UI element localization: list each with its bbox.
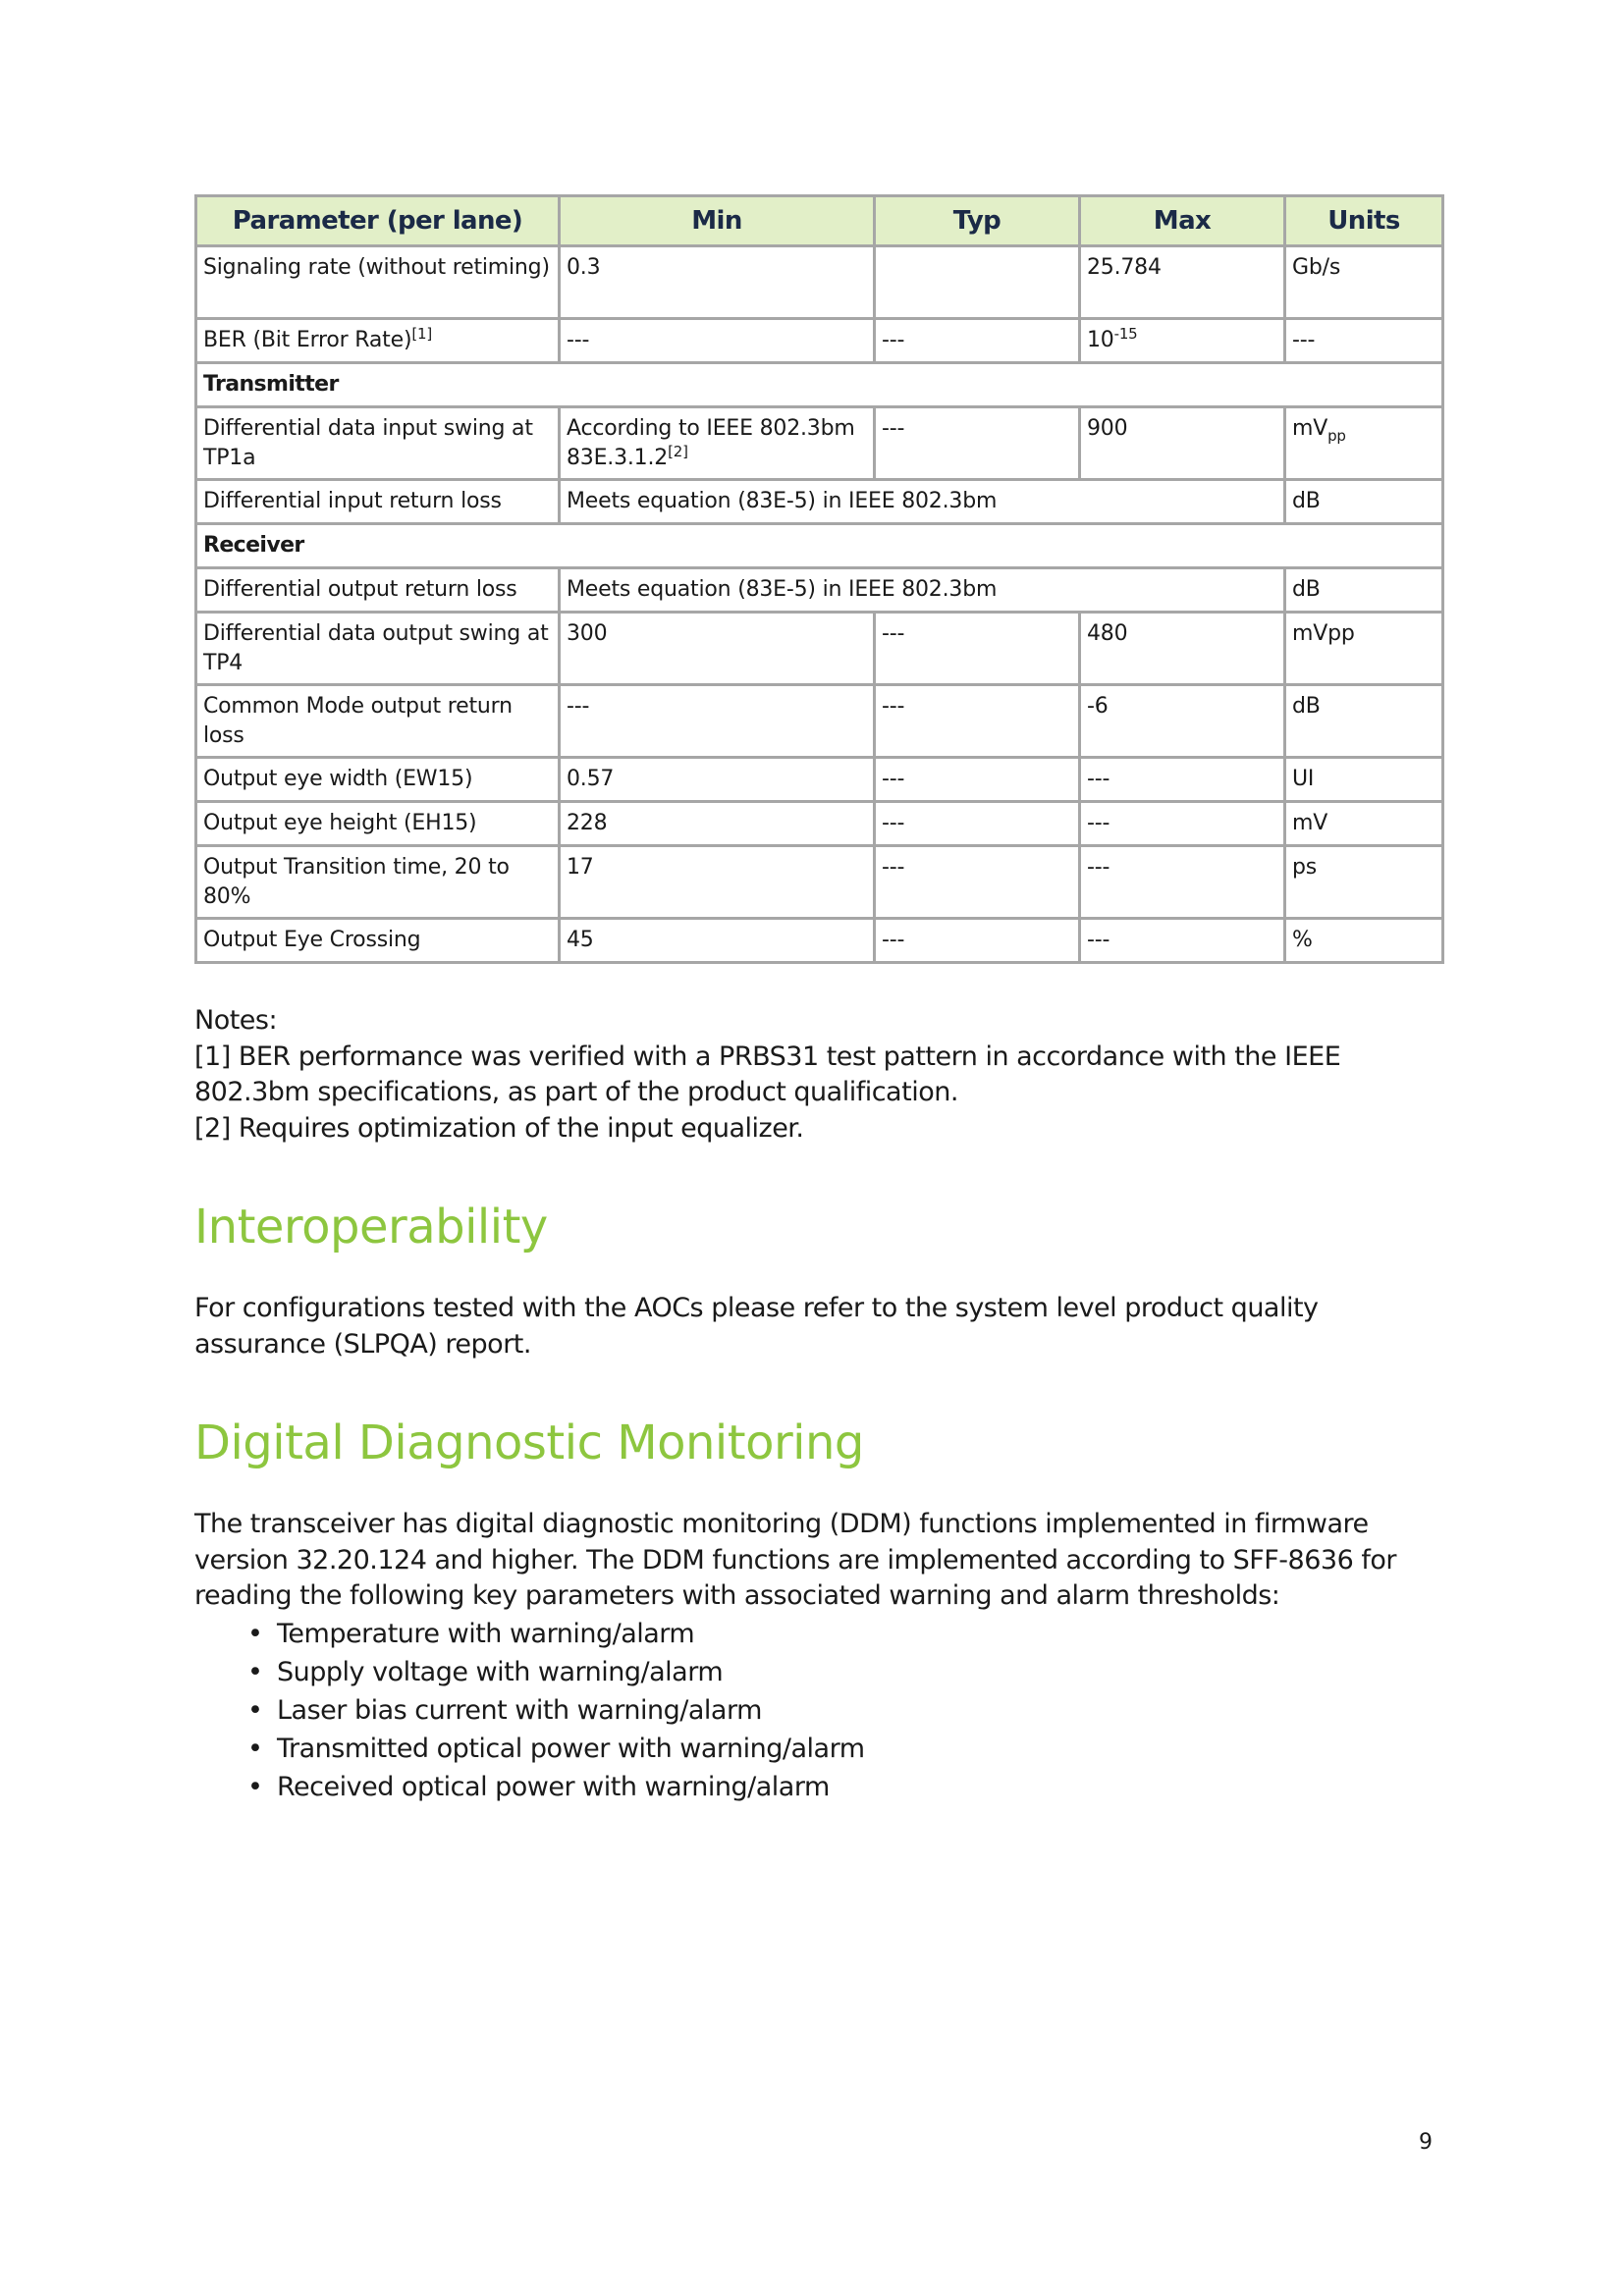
- max-base: 10: [1087, 328, 1114, 352]
- section-row-transmitter: [196, 363, 1443, 407]
- cell-typ: ---: [875, 613, 1080, 685]
- cell-typ: [875, 246, 1080, 319]
- cell-min: ---: [560, 319, 875, 363]
- ddm-heading: Digital Diagnostic Monitoring: [194, 1415, 864, 1470]
- header-parameter: Parameter (per lane): [196, 196, 560, 246]
- list-item-text: Laser bias current with warning/alarm: [277, 1695, 762, 1726]
- units-base: mV: [1292, 416, 1328, 441]
- cell-typ: ---: [875, 802, 1080, 846]
- interoperability-text: For configurations tested with the AOCs please refer to the system level product quality assurance (SLPQA) report.: [194, 1293, 1319, 1360]
- cell-param: Differential data output swing at TP4: [196, 613, 560, 685]
- table-row: [196, 919, 1443, 963]
- ddm-parameter-list: [194, 1615, 865, 1806]
- cell-max: ---: [1080, 802, 1285, 846]
- list-item: [247, 1768, 865, 1806]
- list-item: [247, 1691, 865, 1730]
- cell-min: 0.57: [560, 758, 875, 802]
- cell-typ: ---: [875, 407, 1080, 480]
- cell-units: mV: [1285, 802, 1443, 846]
- header-min: Min: [560, 196, 875, 246]
- cell-min: 45: [560, 919, 875, 963]
- cell-param: Output Eye Crossing: [196, 919, 560, 963]
- section-row-receiver: [196, 524, 1443, 568]
- cell-units: %: [1285, 919, 1443, 963]
- cell-spanned-value: Meets equation (83E-5) in IEEE 802.3bm: [560, 568, 1285, 613]
- bullet-icon: •: [247, 1772, 263, 1802]
- cell-units: ps: [1285, 846, 1443, 919]
- cell-min: 17: [560, 846, 875, 919]
- min-text: According to IEEE 802.3bm 83E.3.1.2: [567, 416, 855, 470]
- table-header-row: [196, 196, 1443, 246]
- cell-max: ---: [1080, 846, 1285, 919]
- units-subscript: pp: [1327, 427, 1346, 445]
- cell-units: mVpp: [1285, 613, 1443, 685]
- footnote-ref-2: [2]: [668, 443, 688, 460]
- bullet-icon: •: [247, 1695, 263, 1726]
- cell-units: ---: [1285, 319, 1443, 363]
- cell-units: dB: [1285, 568, 1443, 613]
- list-item: [247, 1730, 865, 1768]
- cell-param: Differential data input swing at TP1a: [196, 407, 560, 480]
- list-item: [247, 1653, 865, 1691]
- cell-units: [1285, 407, 1443, 480]
- notes-title: Notes:: [194, 1005, 278, 1036]
- list-item: [247, 1615, 865, 1653]
- cell-units: dB: [1285, 685, 1443, 758]
- cell-typ: ---: [875, 758, 1080, 802]
- bullet-icon: •: [247, 1657, 263, 1687]
- cell-param: Differential output return loss: [196, 568, 560, 613]
- page-number: 9: [1419, 2130, 1433, 2155]
- cell-min: 228: [560, 802, 875, 846]
- table-row: [196, 319, 1443, 363]
- table-row: [196, 246, 1443, 319]
- cell-param: Differential input return loss: [196, 480, 560, 524]
- cell-max: 900: [1080, 407, 1285, 480]
- list-item-text: Transmitted optical power with warning/alarm: [277, 1734, 865, 1764]
- max-exponent: -15: [1113, 325, 1138, 343]
- cell-param: [196, 319, 560, 363]
- cell-max: ---: [1080, 758, 1285, 802]
- cell-max: ---: [1080, 919, 1285, 963]
- note-item-2: [2] Requires optimization of the input equalizer.: [194, 1112, 804, 1144]
- cell-param: Output Transition time, 20 to 80%: [196, 846, 560, 919]
- cell-units: Gb/s: [1285, 246, 1443, 319]
- cell-min: ---: [560, 685, 875, 758]
- cell-param: Common Mode output return loss: [196, 685, 560, 758]
- table-row: [196, 480, 1443, 524]
- table-row: [196, 758, 1443, 802]
- bullet-icon: •: [247, 1619, 263, 1649]
- note-item-1: [1] BER performance was verified with a PRBS31 test pattern in accordance with the IEEE 802.3bm specifications, as part of the product qualification.: [194, 1041, 1341, 1107]
- cell-typ: ---: [875, 319, 1080, 363]
- table-row: [196, 802, 1443, 846]
- table-row: [196, 568, 1443, 613]
- electrical-spec-table: [194, 194, 1444, 964]
- cell-max: [1080, 319, 1285, 363]
- header-typ: Typ: [875, 196, 1080, 246]
- bullet-icon: •: [247, 1734, 263, 1764]
- ddm-text: The transceiver has digital diagnostic monitoring (DDM) functions implemented in firmware version 32.20.124 and higher. The DDM functions are implemented according to SFF-8636 for reading the following key parameters with associated warning and alarm thresholds:: [194, 1509, 1396, 1611]
- table-row: [196, 407, 1443, 480]
- footnote-ref-1: [1]: [411, 325, 432, 343]
- cell-max: 25.784: [1080, 246, 1285, 319]
- section-label: Transmitter: [196, 363, 1443, 407]
- header-max: Max: [1080, 196, 1285, 246]
- table-row: [196, 685, 1443, 758]
- cell-units: UI: [1285, 758, 1443, 802]
- list-item-text: Received optical power with warning/alarm: [277, 1772, 830, 1802]
- param-text: BER (Bit Error Rate): [203, 328, 412, 352]
- notes-block: [194, 1003, 1441, 1147]
- table-row: [196, 846, 1443, 919]
- list-item-text: Supply voltage with warning/alarm: [277, 1657, 724, 1687]
- table-row: [196, 613, 1443, 685]
- cell-min: 300: [560, 613, 875, 685]
- cell-min: 0.3: [560, 246, 875, 319]
- section-label: Receiver: [196, 524, 1443, 568]
- cell-min: [560, 407, 875, 480]
- cell-param: Output eye height (EH15): [196, 802, 560, 846]
- cell-typ: ---: [875, 685, 1080, 758]
- header-units: Units: [1285, 196, 1443, 246]
- cell-param: Output eye width (EW15): [196, 758, 560, 802]
- cell-param: Signaling rate (without retiming): [196, 246, 560, 319]
- cell-typ: ---: [875, 846, 1080, 919]
- cell-max: 480: [1080, 613, 1285, 685]
- cell-spanned-value: Meets equation (83E-5) in IEEE 802.3bm: [560, 480, 1285, 524]
- cell-max: -6: [1080, 685, 1285, 758]
- cell-units: dB: [1285, 480, 1443, 524]
- list-item-text: Temperature with warning/alarm: [277, 1619, 695, 1649]
- cell-typ: ---: [875, 919, 1080, 963]
- interoperability-heading: Interoperability: [194, 1200, 548, 1255]
